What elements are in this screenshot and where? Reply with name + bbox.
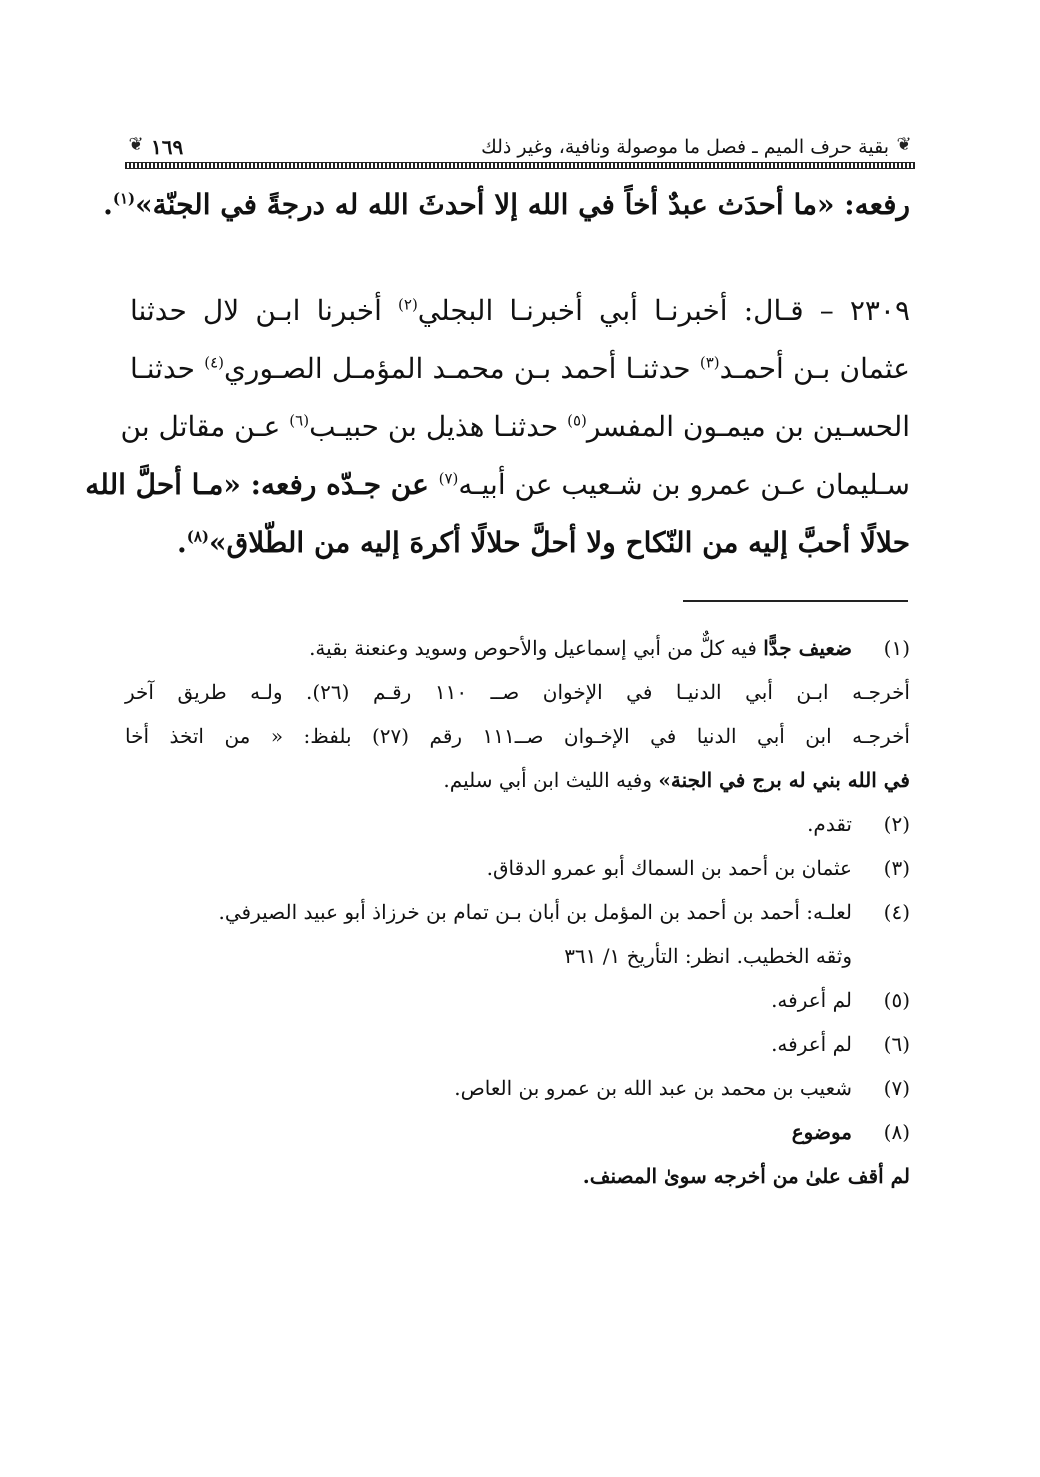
text: حدثنـا هذيل بن حبيـب (309, 410, 568, 443)
footnote-separator (683, 600, 908, 602)
footnote-continuation (125, 758, 910, 802)
text: حلالًا أحبَّ إليه من النّكاح ولا أحلَّ حلالًا أكرهَ إليه من الطّلاق» (209, 526, 910, 559)
footnote-number: (٤) (883, 900, 910, 924)
text: سـليمان عـن عمرو بن شـعيب عن أبيـه (458, 468, 910, 501)
hadith-intro (103, 176, 910, 234)
footnote-2 (125, 802, 910, 846)
footnote-6 (125, 1022, 910, 1066)
footnote-text: لم أعرفه. (771, 988, 852, 1012)
chapter-title: بقية حرف الميم ـ فصل ما موصولة ونافية، وغير ذلك (481, 136, 889, 158)
footnote-text: عثمان بن أحمد بن السماك أبو عمرو الدقاق. (486, 856, 852, 880)
footnote-continuation: أخرجـه ابـن أبي الدنيـا في الإخوان صــ ١١٠ رقـم (٢٦). ولـه طريق آخر (125, 680, 910, 704)
footnote-ref: (٣) (699, 353, 720, 372)
footnote-4 (125, 890, 910, 978)
footnote-7 (125, 1066, 910, 1110)
footnote-number: (٨) (883, 1120, 910, 1144)
text: أخبرنا ابـن لال حدثنا (130, 294, 399, 327)
footnote-ref: (٧) (438, 469, 459, 488)
text: حدثنـا (130, 352, 205, 385)
footnote-ref: (٢) (398, 295, 418, 314)
quote: في الله بني له برج في الجنة» (658, 768, 910, 792)
text: حدثنـا أحمد بـن محمـد المؤمـل الصـوري (224, 352, 700, 385)
text: عـن مقاتل بن (120, 410, 290, 443)
text: أخرجـه ابن أبي الدنيا في الإخـوان صــ١١١ رقم (٢٧) بلفظ: « من اتخذ أخا (125, 724, 910, 748)
text-bold: عن جـدّه رفعه: «مـا أحلَّ الله (85, 468, 439, 501)
header-rule (125, 162, 915, 169)
text: وفيه الليث ابن أبي سليم. (443, 768, 659, 792)
period: . (103, 188, 113, 221)
footnote-8 (125, 1110, 910, 1198)
narration-line-2 (130, 340, 910, 398)
running-header (125, 132, 915, 162)
footnote-text: تقدم. (807, 812, 852, 836)
footnote-ref: (٤) (204, 353, 224, 372)
footnote-number: (٥) (883, 988, 910, 1012)
narration-line-4 (85, 456, 910, 514)
grading: موضوع (791, 1120, 852, 1144)
footnote-ref: (١) (112, 189, 136, 208)
footnote-text: فيه كلٌّ من أبي إسماعيل والأحوص وسويد وعنعنة بقية. (309, 636, 764, 660)
grading: ضعيف جدًّا (763, 636, 852, 660)
hadith-text: «ما أحدَث عبدٌ أخاً في الله إلا أحدثَ الله له درجةً في الجنّة» (135, 188, 835, 221)
intro-label: رفعه: (844, 188, 910, 221)
footnote-text: شعيب بن محمد بن عبد الله بن عمرو بن العاص. (454, 1076, 852, 1100)
text: عثمان بـن أحمـد (719, 352, 910, 385)
narration-line-1 (130, 282, 910, 340)
footnote-3 (125, 846, 910, 890)
ornament-right-icon: ❦ (896, 134, 912, 155)
footnote-number: (٢) (883, 812, 910, 836)
intro-line (103, 176, 910, 234)
text: الحسـين بن ميمـون المفسر (586, 410, 910, 443)
footnote-continuation: وثقه الخطيب. انظر: التأريخ ١/ ٣٦١ (564, 944, 852, 968)
footnote-text: لم أعرفه. (771, 1032, 852, 1056)
footnote-number: (٦) (883, 1032, 910, 1056)
text: ٢٣٠٩ – قـال: أخبرنـا أبي أخبرنـا البجلي (417, 294, 910, 327)
narration-block (85, 282, 910, 572)
footnote-number: (٣) (883, 856, 910, 880)
footnote-ref: (٦) (289, 411, 310, 430)
page-number: ١٦٩ (151, 135, 184, 159)
ornament-left-icon: ❦ (128, 134, 144, 155)
narration-line-5 (130, 514, 910, 572)
footnote-number: (١) (883, 636, 910, 660)
footnote-ref: (٨) (186, 527, 209, 546)
footnote-5 (125, 978, 910, 1022)
footnote-continuation (125, 714, 910, 758)
text: . (176, 526, 187, 559)
narration-line-3 (120, 398, 910, 456)
footnote-continuation: لم أقف علىٰ من أخرجه سوىٰ المصنف. (582, 1164, 910, 1188)
footnote-text: لعلـه: أحمد بن أحمد بن المؤمل بن أبان بـن تمام بن خرزاذ أبو عبيد الصيرفي. (218, 900, 852, 924)
footnotes (125, 626, 910, 1198)
footnote-1 (125, 626, 910, 802)
footnote-number: (٧) (883, 1076, 910, 1100)
footnote-ref: (٥) (567, 411, 587, 430)
